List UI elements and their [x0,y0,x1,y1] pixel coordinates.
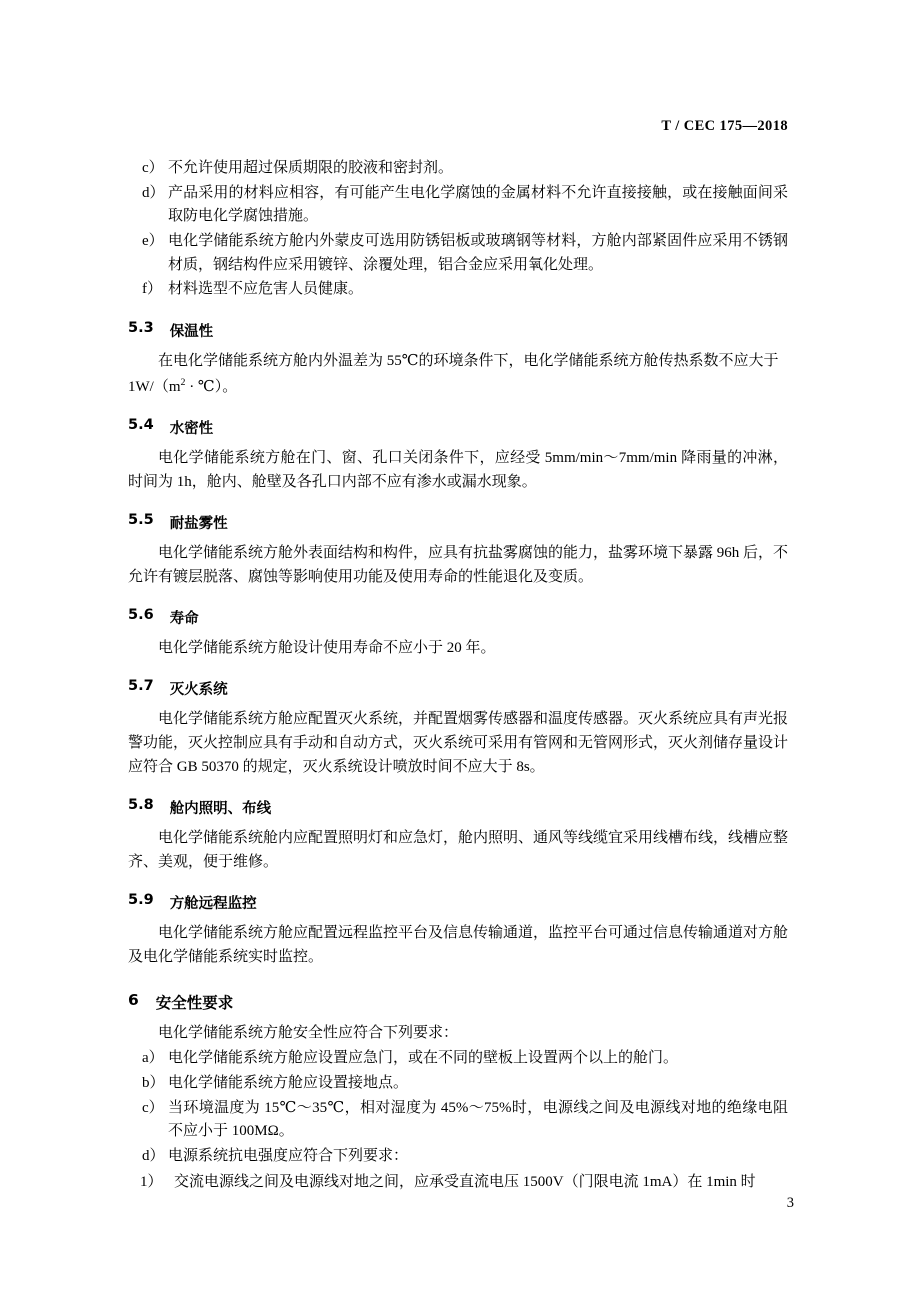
page-content [128,118,788,1194]
section-heading-5-6 [128,607,788,628]
chapter-number: 6 [128,991,139,1010]
paragraph-line-1: 在电化学储能系统方舱内外温差为 55℃的环境条件下，电化学储能系统方舱传热系数不应大于 [158,353,779,370]
section-heading-5-4 [128,417,788,438]
section-number: 5.5 [128,512,154,529]
section-title: 耐盐雾性 [169,516,228,533]
list-marker: d） [142,1147,165,1164]
section-5-5-paragraph: 电化学储能系统方舱外表面结构和构件，应具有抗盐雾腐蚀的能力，盐雾环境下暴露 96h 后，不允许有镀层脱落、腐蚀等影响使用功能及使用寿命的性能退化及变质。 [128,545,789,586]
list-item [128,182,788,229]
list-text: 产品采用的材料应相容，有可能产生电化学腐蚀的金属材料不允许直接接触，或在接触面间采取防电化学腐蚀措施。 [168,184,788,225]
list-text: 电化学储能系统方舱应设置应急门，或在不同的壁板上设置两个以上的舱门。 [168,1050,679,1067]
list-text: 不允许使用超过保质期限的胶液和密封剂。 [168,160,454,176]
section-5-6-paragraph: 电化学储能系统方舱设计使用寿命不应小于 20 年。 [158,640,496,657]
list-marker: c） [142,1099,164,1116]
section-5-3-paragraph-cont [128,375,788,399]
section-heading-5-3 [128,320,788,341]
sub-list-marker: 1） [140,1173,163,1190]
list-item [128,278,788,302]
safety-sub-requirements-list [128,1171,788,1195]
section-heading-5-9 [128,892,788,913]
section-5-9-paragraph: 电化学储能系统方舱应配置远程监控平台及信息传输通道，监控平台可通过信息传输通道对方舱及电化学储能系统实时监控。 [128,925,789,966]
section-heading-5-7 [128,678,788,699]
list-marker: f） [142,281,162,298]
page-number: 3 [786,1195,794,1211]
section-5-8-paragraph: 电化学储能系统舱内应配置照明灯和应急灯，舱内照明、通风等线缆宜采用线槽布线，线槽应整齐、美观，便于维修。 [128,830,789,871]
section-number: 5.8 [128,797,154,814]
section-title: 寿命 [169,611,199,628]
list-marker: b） [142,1074,165,1091]
safety-requirements-list [128,1047,788,1168]
material-requirements-list [128,157,788,302]
list-marker: c） [142,160,164,176]
chapter-title: 安全性要求 [155,994,234,1013]
sub-list-text: 交流电源线之间及电源线对地之间，应承受直流电压 1500V（门限电流 1mA）在 1min 时 [174,1173,756,1190]
list-item [128,1097,788,1144]
list-item [128,1047,788,1071]
list-text: 电化学储能系统方舱应设置接地点。 [168,1074,409,1091]
section-title: 保温性 [169,324,214,341]
list-text: 材料选型不应危害人员健康。 [168,281,364,298]
section-number: 5.7 [128,678,154,695]
section-number: 5.4 [128,417,154,434]
section-title: 灭火系统 [169,682,228,699]
formula-suffix: · ℃）。 [185,379,238,396]
list-item [128,157,788,181]
formula-prefix: 1W/（m [128,379,181,396]
list-text: 电源系统抗电强度应符合下列要求： [168,1147,409,1164]
list-item [128,1145,788,1169]
list-item [128,1072,788,1096]
section-heading-5-8 [128,797,788,818]
section-5-7-paragraph: 电化学储能系统方舱应配置灭火系统，并配置烟雾传感器和温度传感器。灭火系统应具有声光报警功能，灭火控制应具有手动和自动方式，灭火系统可采用有管网和无管网形式，灭火剂储存量设计应符合 GB 50370 的规定，灭火系统设计喷放时间不应大于 8s。 [128,711,789,776]
list-marker: d） [142,184,165,201]
list-text: 电化学储能系统方舱内外蒙皮可选用防锈铝板或玻璃钢等材料，方舱内部紧固件应采用不锈钢材质，钢结构件应采用镀锌、涂覆处理，铝合金应采用氧化处理。 [168,233,788,273]
section-title: 水密性 [169,421,214,438]
list-text: 当环境温度为 15℃～35℃，相对湿度为 45%～75%时，电源线之间及电源线对地的绝缘电阻不应小于 100MΩ。 [168,1099,788,1140]
formula-exponent: 2 [180,377,186,389]
section-title: 方舱远程监控 [169,896,257,913]
list-item [128,230,788,277]
section-heading-5-5 [128,512,788,533]
section-5-4-paragraph: 电化学储能系统方舱在门、窗、孔口关闭条件下，应经受 5mm/min～7mm/min 降雨量的冲淋，时间为 1h，舱内、舱壁及各孔口内部不应有渗水或漏水现象。 [128,450,788,491]
list-marker: e） [142,233,164,250]
list-marker: a） [142,1050,164,1067]
section-number: 5.9 [128,892,154,909]
chapter-heading-6 [128,991,788,1013]
sub-list-item [128,1171,788,1195]
page-header: T / CEC 175—2018 [661,118,788,134]
section-5-3-paragraph [128,349,788,373]
section-number: 5.6 [128,607,154,624]
chapter-6-lead: 电化学储能系统方舱安全性应符合下列要求： [158,1025,459,1042]
section-title: 舱内照明、布线 [169,801,272,818]
section-number: 5.3 [128,320,154,337]
